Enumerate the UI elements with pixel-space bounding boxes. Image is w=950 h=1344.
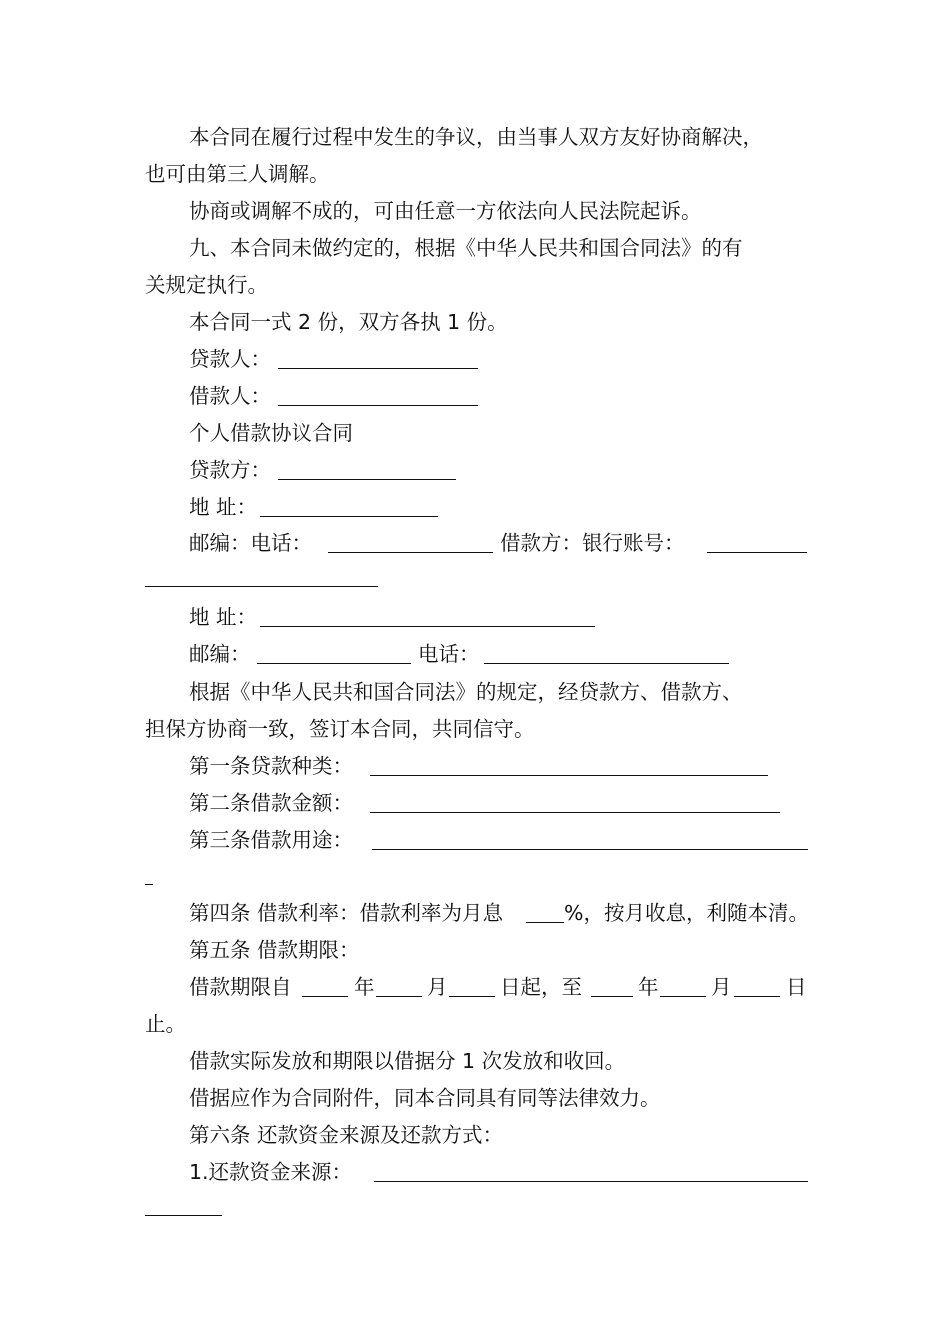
article-5-label: 第五条 借款期限：: [189, 938, 360, 962]
postcode-phone-label: 邮编：电话：: [189, 531, 312, 555]
postcode-label: 邮编：: [189, 642, 251, 666]
paragraph-text: 协商或调解不成的，可由任意一方依法向人民法院起诉。: [189, 199, 702, 223]
borrower-account-label: 借款方：银行账号：: [500, 531, 685, 555]
blank-line: [734, 996, 780, 997]
address-label: 地 址：: [189, 605, 258, 629]
blank-line: [145, 586, 378, 587]
article-4-label: 第四条 借款利率：借款利率为月息: [189, 901, 504, 925]
blank-line: [376, 996, 422, 997]
paragraph-text: 借款实际发放和期限以借据分 1 次发放和收回。: [189, 1049, 626, 1073]
term-text: 日起，至: [500, 975, 582, 999]
paragraph-text: 本合同在履行过程中发生的争议，由当事人双方友好协商解决，: [189, 125, 763, 149]
blank-line: [449, 996, 495, 997]
article-1-label: 第一条贷款种类：: [189, 754, 353, 778]
paragraph-text: 本合同一式 2 份，双方各执 1 份。: [189, 310, 508, 334]
article-2-label: 第二条借款金额：: [189, 791, 353, 815]
paragraph-text: 九、本合同未做约定的，根据《中华人民共和国合同法》的有: [189, 236, 743, 260]
term-text: 年: [638, 975, 659, 999]
blank-line: [374, 1181, 808, 1182]
interest-text: %，按月收息，利随本清。: [564, 901, 809, 925]
phone-label: 电话：: [418, 642, 480, 666]
paragraph-text: 关规定执行。: [145, 273, 268, 297]
blank-line: [302, 996, 348, 997]
blank-line: [278, 479, 456, 480]
blank-line: [145, 1215, 222, 1216]
blank-line: [372, 849, 808, 850]
term-text: 日: [786, 975, 807, 999]
address-label: 地 址：: [189, 495, 258, 519]
blank-line: [660, 996, 706, 997]
blank-line: [484, 663, 729, 664]
section-title: 个人借款协议合同: [189, 421, 353, 445]
paragraph-text: 借据应作为合同附件，同本合同具有同等法律效力。: [189, 1086, 661, 1110]
term-text: 月: [427, 975, 448, 999]
blank-line: [278, 368, 478, 369]
blank-line: [260, 626, 595, 627]
blank-line: [526, 922, 564, 923]
article-3-label: 第三条借款用途：: [189, 828, 353, 852]
article-6-label: 第六条 还款资金来源及还款方式：: [189, 1123, 504, 1147]
blank-line: [278, 405, 478, 406]
blank-line: [145, 884, 153, 885]
borrower-label: 借款人：: [189, 384, 271, 408]
paragraph-text: 根据《中华人民共和国合同法》的规定，经贷款方、借款方、: [189, 680, 743, 704]
blank-line: [370, 775, 768, 776]
blank-line: [370, 812, 780, 813]
blank-line: [707, 552, 807, 553]
lender-party-label: 贷款方：: [189, 458, 271, 482]
repayment-source-label: 1.还款资金来源：: [189, 1160, 353, 1184]
blank-line: [328, 552, 493, 553]
term-text: 止。: [145, 1012, 186, 1036]
term-text: 年: [354, 975, 375, 999]
term-text: 借款期限自: [189, 975, 292, 999]
paragraph-text: 担保方协商一致，签订本合同，共同信守。: [145, 717, 535, 741]
lender-label: 贷款人：: [189, 347, 271, 371]
blank-line: [591, 996, 633, 997]
term-text: 月: [711, 975, 732, 999]
blank-line: [257, 663, 411, 664]
blank-line: [260, 516, 438, 517]
paragraph-text: 也可由第三人调解。: [145, 162, 330, 186]
